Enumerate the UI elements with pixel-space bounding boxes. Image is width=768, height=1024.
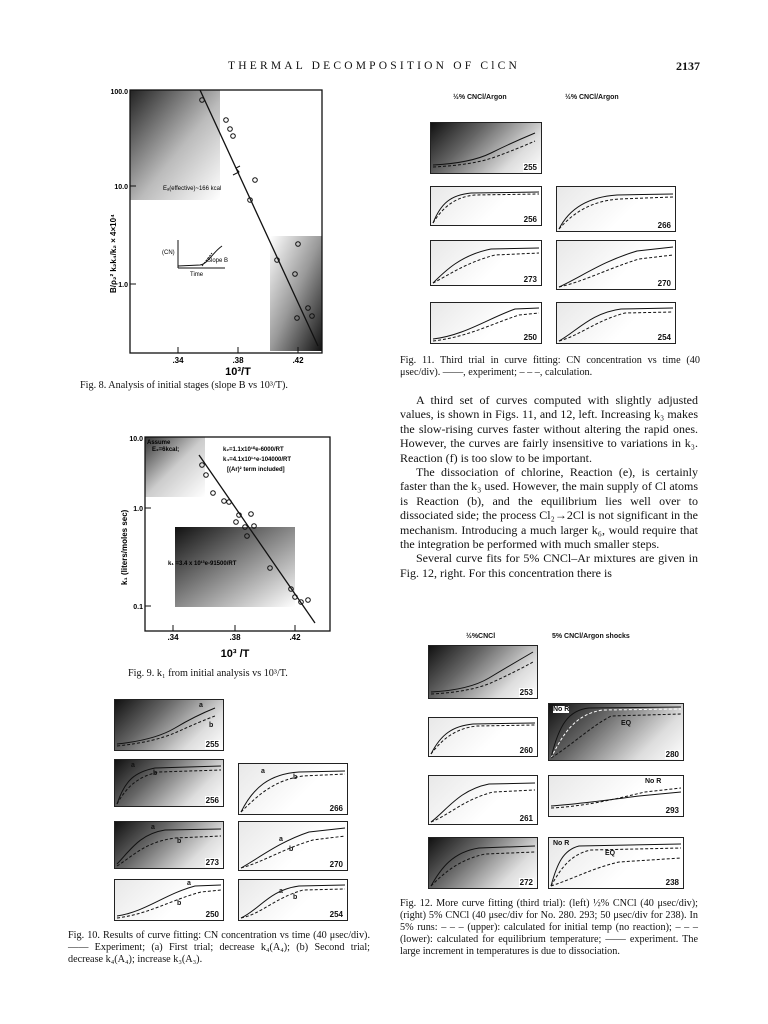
fig12-no-r-label: No R (553, 706, 570, 713)
fig9-ytick: 1.0 (133, 506, 143, 513)
fig9-k4-eq: k₄=4.1x10¹⁴e-104000/RT (223, 457, 292, 463)
fig9-x-axis-label: 10³ /T (220, 648, 250, 660)
fig12-panel (428, 837, 538, 889)
fig11-panel-number: 266 (657, 221, 671, 230)
figure-12-caption: Fig. 12. More curve fitting (third trial): (left) ½% CNCl (40 μsec/div); (right) 5% CNCl (40 μsec/div for No. 280. 293; 50 μsec/div for 238). In 5% runs: – – – (upper): calculated for initial temp (no reaction); – – – (lower): calculated for equilibrium temperature; —— experiment. The large increment in temperatures is due to dissociation. (400, 898, 698, 957)
fig12-panel-number: 238 (665, 878, 679, 887)
fig10-curve-a-label: a (261, 768, 265, 775)
fig9-e2-label: E₂=6kcal; (152, 447, 180, 453)
fig11-panel-number: 255 (523, 163, 537, 172)
fig10-panel (238, 821, 348, 871)
fig11-panel-number: 250 (523, 333, 537, 342)
fig11-panel-number: 270 (657, 279, 671, 288)
fig10-curve-b-label: b (289, 846, 294, 853)
fig8-annotation: Eₐ(effective)~166 kcal (163, 186, 222, 192)
fig10-panel (114, 879, 224, 921)
page-number: 2137 (676, 59, 700, 73)
fig8-shade-right (270, 236, 322, 351)
paragraph: Several curve fits for 5% CNCl–Ar mixtures are given in Fig. 12, right. For this concentration there is (400, 551, 698, 580)
fig8-ytick: 10.0 (114, 184, 128, 191)
fig8-ytick: 1.0 (118, 282, 128, 289)
fig12-panel-number: 280 (665, 750, 679, 759)
fig12-panel (428, 717, 538, 757)
fig12-right-title: 5% CNCl/Argon shocks (552, 633, 630, 640)
fig8-inset (162, 240, 228, 278)
fig11-panel-number: 254 (657, 333, 671, 342)
fig12-panel (548, 775, 684, 817)
fig12-panel-number: 272 (519, 878, 533, 887)
fig9-xtick: .34 (167, 633, 179, 642)
figure-9 (105, 435, 335, 667)
fig12-eq-label: EQ (605, 850, 616, 857)
fig12-panel (428, 775, 538, 825)
paragraph: A third set of curves computed with slightly adjusted values, is shown in Figs. 11, and 12, left. Increasing k₃ makes the slow-rising curves faster without altering the rapid ones. However, the curves are fairly insensitive to variations in k₃. Reaction (f) is too slow to be important. (400, 393, 698, 465)
figure-9-plot (105, 435, 335, 667)
fig12-panel-number: 261 (519, 814, 533, 823)
fig8-shade-top (130, 90, 220, 200)
fig11-right-title: ½% CNCl/Argon (565, 94, 619, 101)
fig12-panel-number: 260 (519, 746, 533, 755)
fig8-ytick: 100.0 (110, 89, 128, 96)
fig9-term-note: [(Ar)² term included] (227, 467, 285, 473)
fig10-panel-number: 266 (329, 804, 343, 813)
fig8-y-axis-label: B/ρ₂² k₂k₄/k₂ × 4×10⁴ (109, 214, 118, 293)
fig8-inset-x-label: Time (190, 272, 204, 278)
fig9-y-axis-label: k₁ (liters/moles sec) (120, 509, 129, 585)
fig8-xtick: .38 (232, 356, 244, 365)
figure-11 (420, 90, 692, 352)
fig8-fit-line (200, 90, 318, 346)
fig8-x-axis-label: 10³/T (225, 366, 251, 378)
running-header (0, 60, 768, 80)
figure-12 (420, 625, 692, 895)
fig10-panel-number: 254 (329, 910, 343, 919)
figure-9-caption: Fig. 9. k₁ from initial analysis vs 10³/T. (128, 668, 288, 679)
fig10-panel (238, 763, 348, 815)
paragraph: The dissociation of chlorine, Reaction (e), is certainly faster than the k₃ used. However, the main supply of Cl atoms is Reaction (b), and the equilibrium lies well over to dissociated side; the process Cl₂→2Cl is not significant in the mechanism. Introducing a much larger k₆, would require that the integration be performed with much smaller steps. (400, 465, 698, 552)
fig8-xtick: .34 (172, 356, 184, 365)
fig10-panel-number: 256 (205, 796, 219, 805)
fig12-panel-number: 253 (519, 688, 533, 697)
fig12-panel (428, 645, 538, 699)
fig10-panel (238, 879, 348, 921)
fig10-curve-b-label: b (209, 722, 214, 729)
fig10-panel (114, 759, 224, 807)
fig11-panel-number: 256 (523, 215, 537, 224)
fig9-shade-top (145, 437, 205, 497)
fig10-curve-a-label: a (131, 762, 135, 769)
figure-10 (108, 695, 358, 925)
fig12-no-r-label: No R (553, 840, 570, 847)
fig8-xtick: .42 (292, 356, 304, 365)
fig11-panel-number: 273 (523, 275, 537, 284)
figure-8-plot (90, 88, 340, 378)
fig10-curve-a-label: a (279, 888, 283, 895)
fig9-k2-eq: k₂=1.1x10¹⁰e-6000/RT (223, 447, 284, 453)
fig9-xtick: .42 (289, 633, 301, 642)
fig11-panel (556, 240, 676, 290)
body-text (400, 393, 698, 580)
fig12-eq-label: EQ (621, 720, 632, 727)
fig11-panel (430, 186, 542, 226)
fig10-curve-a-label: a (199, 702, 203, 709)
fig11-panel (556, 186, 676, 232)
fig9-assume-label: Assume (147, 440, 171, 446)
fig10-curve-a-label: a (187, 880, 191, 887)
fig11-panel (556, 302, 676, 344)
fig9-ytick: 10.0 (129, 436, 143, 443)
fig9-k1-eq: k₁ =3.4 x 10¹³e-91500/RT (168, 561, 237, 567)
fig10-panel-number: 255 (205, 740, 219, 749)
fig11-panel (430, 240, 542, 286)
fig12-left-title: ½%CNCl (466, 633, 496, 640)
fig8-inset-y-label: (CN) (162, 250, 175, 256)
running-title: THERMAL DECOMPOSITION OF ClCN (228, 60, 521, 72)
fig10-panel-number: 273 (205, 858, 219, 867)
fig10-panel-number: 270 (329, 860, 343, 869)
fig8-inset-slope-label: Slope B (207, 258, 229, 264)
figure-11-caption: Fig. 11. Third trial in curve fitting: CN concentration vs time (40 μsec/div). ——, experiment; – – –, calculation. (400, 355, 700, 378)
fig12-panel (548, 703, 684, 761)
fig10-curve-b-label: b (177, 900, 182, 907)
fig10-curve-b-label: b (293, 894, 298, 901)
fig11-panel (430, 122, 542, 174)
fig12-panel-number: 293 (665, 806, 679, 815)
figure-8 (90, 88, 340, 378)
fig12-panel (548, 837, 684, 889)
figure-10-caption: Fig. 10. Results of curve fitting: CN concentration vs time (40 μsec/div). —— Experiment; (a) First trial; decrease k₄(A₄); (b) Second trial; decrease k₄(A₄); increase k₃(A₃). (68, 930, 370, 965)
fig10-panel (114, 821, 224, 869)
fig10-curve-a-label: a (279, 836, 283, 843)
fig9-xtick: .38 (229, 633, 241, 642)
fig10-curve-b-label: b (153, 770, 158, 777)
fig10-panel-number: 250 (205, 910, 219, 919)
fig10-curve-a-label: a (151, 824, 155, 831)
fig10-panel (114, 699, 224, 751)
fig12-no-r-label: No R (645, 778, 662, 785)
fig9-ytick: 0.1 (133, 604, 143, 611)
fig11-panel (430, 302, 542, 344)
fig11-left-title: ½% CNCl/Argon (453, 94, 507, 101)
figure-8-caption: Fig. 8. Analysis of initial stages (slope B vs 10³/T). (80, 380, 288, 391)
fig10-curve-b-label: b (177, 838, 182, 845)
fig10-curve-b-label: b (293, 774, 298, 781)
